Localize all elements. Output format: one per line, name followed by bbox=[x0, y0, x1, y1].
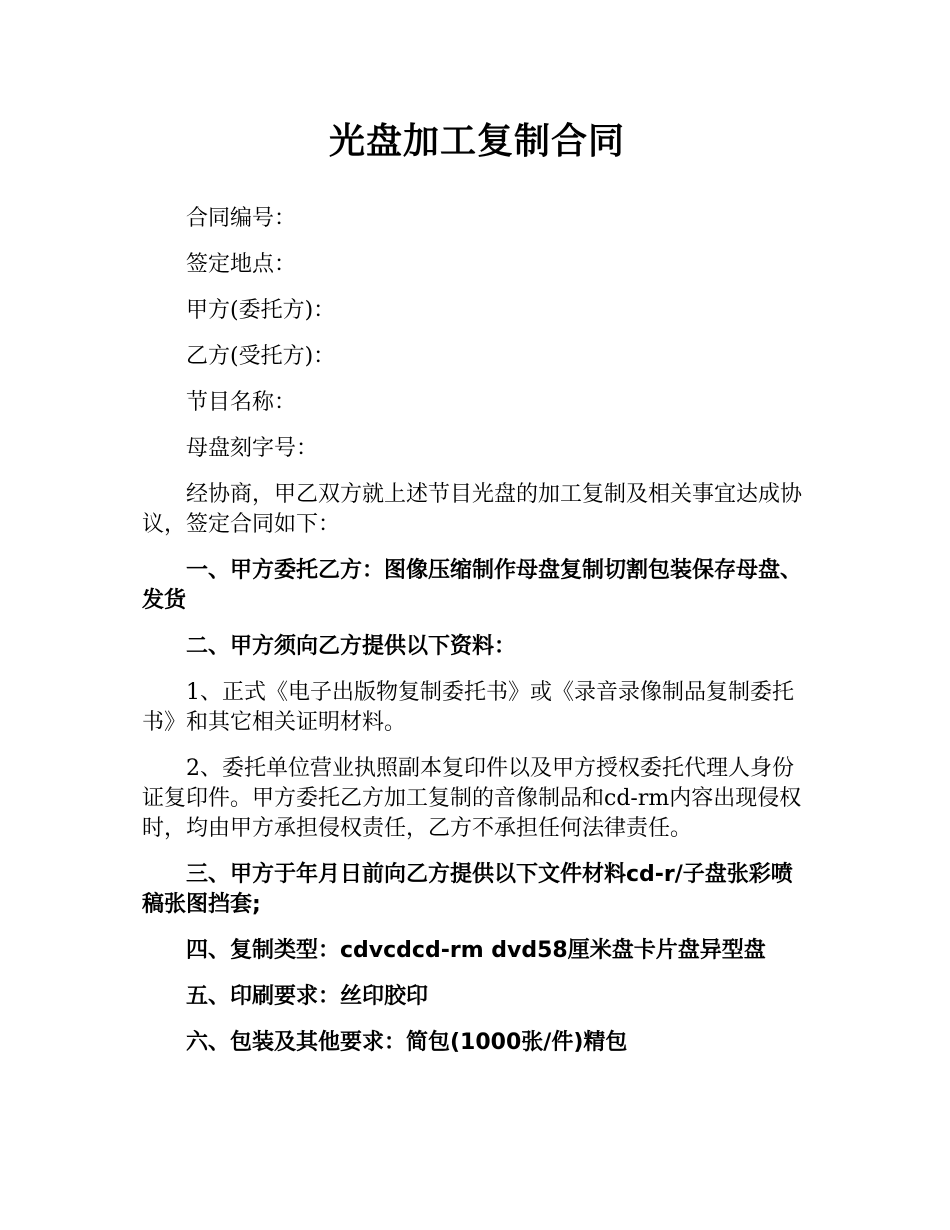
clause-6-heading: 六、包装及其他要求：简包(1000张/件)精包 bbox=[186, 1030, 628, 1055]
clause-2-item-1: 1、正式《电子出版物复制委托书》或《录音录像制品复制委托书》和其它相关证明材料。 bbox=[142, 680, 794, 735]
program-name-line: 节目名称： bbox=[186, 390, 297, 415]
clause-1-heading: 一、甲方委托乙方：图像压缩制作母盘复制切割包装保存母盘、发货 bbox=[142, 558, 803, 613]
clause-4-heading: 四、复制类型：cdvcdcd-rm dvd58厘米盘卡片盘异型盘 bbox=[186, 938, 766, 963]
master-disc-engraving-line: 母盘刻字号： bbox=[186, 436, 319, 461]
signing-place-line: 签定地点： bbox=[186, 252, 297, 277]
contract-number-line: 合同编号： bbox=[186, 206, 297, 231]
party-b-line: 乙方(受托方)： bbox=[186, 344, 336, 369]
party-a-line: 甲方(委托方)： bbox=[186, 298, 336, 323]
document-title: 光盘加工复制合同 bbox=[328, 121, 625, 162]
clause-3-heading: 三、甲方于年月日前向乙方提供以下文件材料cd-r/子盘张彩喷稿张图挡套; bbox=[142, 862, 793, 917]
clause-2-heading: 二、甲方须向乙方提供以下资料： bbox=[186, 634, 517, 659]
clause-2-item-2: 2、委托单位营业执照副本复印件以及甲方授权委托代理人身份证复印件。甲方委托乙方加工复制的音像制品和cd-rm内容出现侵权时，均由甲方承担侵权责任，乙方不承担任何法律责任。 bbox=[142, 756, 802, 841]
clause-5-heading: 五、印刷要求：丝印胶印 bbox=[186, 984, 429, 1009]
intro-paragraph: 经协商，甲乙双方就上述节目光盘的加工复制及相关事宜达成协议，签定合同如下： bbox=[142, 482, 803, 537]
